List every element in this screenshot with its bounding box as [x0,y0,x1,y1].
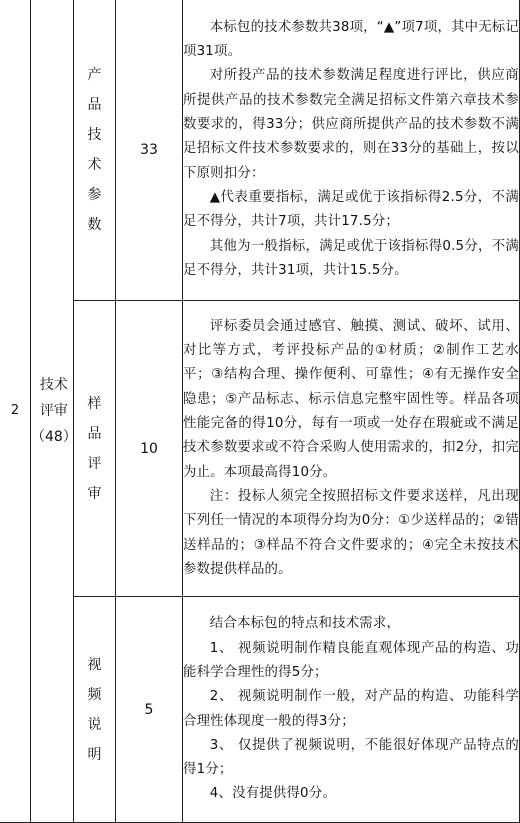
description-cell [183,301,520,597]
score-value: 33 [140,141,158,158]
description-paragraph: ▲代表重要指标，满足或优于该指标得2.5分，不满足不得分，共计7项，共计17.5分； [183,189,519,230]
description-paragraph: 其他为一般指标，满足或优于该指标得0.5分，不满足不得分，共计31项，共计15.5分。 [183,238,519,278]
item-name: 产品技术参数 [87,66,102,233]
category-line: 评审 [39,402,68,419]
item-name-cell [74,301,116,597]
description-paragraph: 结合本标包的特点和技术需求， [209,616,401,632]
score-value: 10 [140,440,158,457]
table-row [0,301,520,597]
item-name-cell [74,597,116,823]
item-name-cell [74,0,116,301]
item-name: 视频说明 [87,656,102,763]
description-paragraph: 注：投标人须完全按照招标文件要求送样，凡出现下列任一情况的本项得分均为0分：①少送样品的；②错送样品的；③样品不符合文件要求的；④完全未按技术参数提供样品的。 [183,488,519,577]
score-value: 5 [144,701,154,718]
description-paragraph: 4、没有提供得0分。 [209,786,336,802]
category-label [31,372,77,450]
row-number-cell [0,0,31,823]
item-name: 样品评审 [87,395,102,502]
category-cell [31,0,77,823]
row-number: 2 [10,403,20,418]
description-paragraph: 2、 视频说明制作一般，对产品的构造、功能科学合理性体现度一般的得3分； [183,689,519,729]
score-cell [116,597,183,823]
description-cell [183,0,520,301]
description-paragraph: 本标包的技术参数共38项，“▲”项7项，其中无标记项31项。 [183,19,519,60]
table-row [0,0,520,301]
description-paragraph: 对所投产品的技术参数满足程度进行评比，供应商所提供产品的技术参数完全满足招标文件第六章技术参数要求的，得33分；供应商所提供产品的技术参数不满足招标文件技术参数要求的，则在33分的基础上，按以下原则扣分： [183,68,519,181]
category-line: 技术 [39,376,68,393]
score-cell [116,0,183,301]
table-row [0,597,520,823]
score-cell [116,301,183,597]
description-paragraph: 评标委员会通过感官、触摸、测试、破坏、试用、对比等方式，考评投标产品的①材质；②制作工艺水平；③结构合理、操作便利、可靠性；④有无操作安全隐患；⑤产品标志、标示信息完整牢固性等。样品各项性能完备的得10分，每有一项或一处存在瑕疵或不满足技术参数要求或不符合采购人使用需求的，扣2分，扣完为止。本项最高得10分。 [183,318,519,480]
description-paragraph: 1、 视频说明制作精良能直观体现产品的构造、功能科学合理性的得5分； [183,640,519,680]
description-cell [183,597,520,823]
description-paragraph: 3、 仅提供了视频说明，不能很好体现产品特点的得1分； [183,737,519,778]
category-weight: （48） [31,428,77,445]
